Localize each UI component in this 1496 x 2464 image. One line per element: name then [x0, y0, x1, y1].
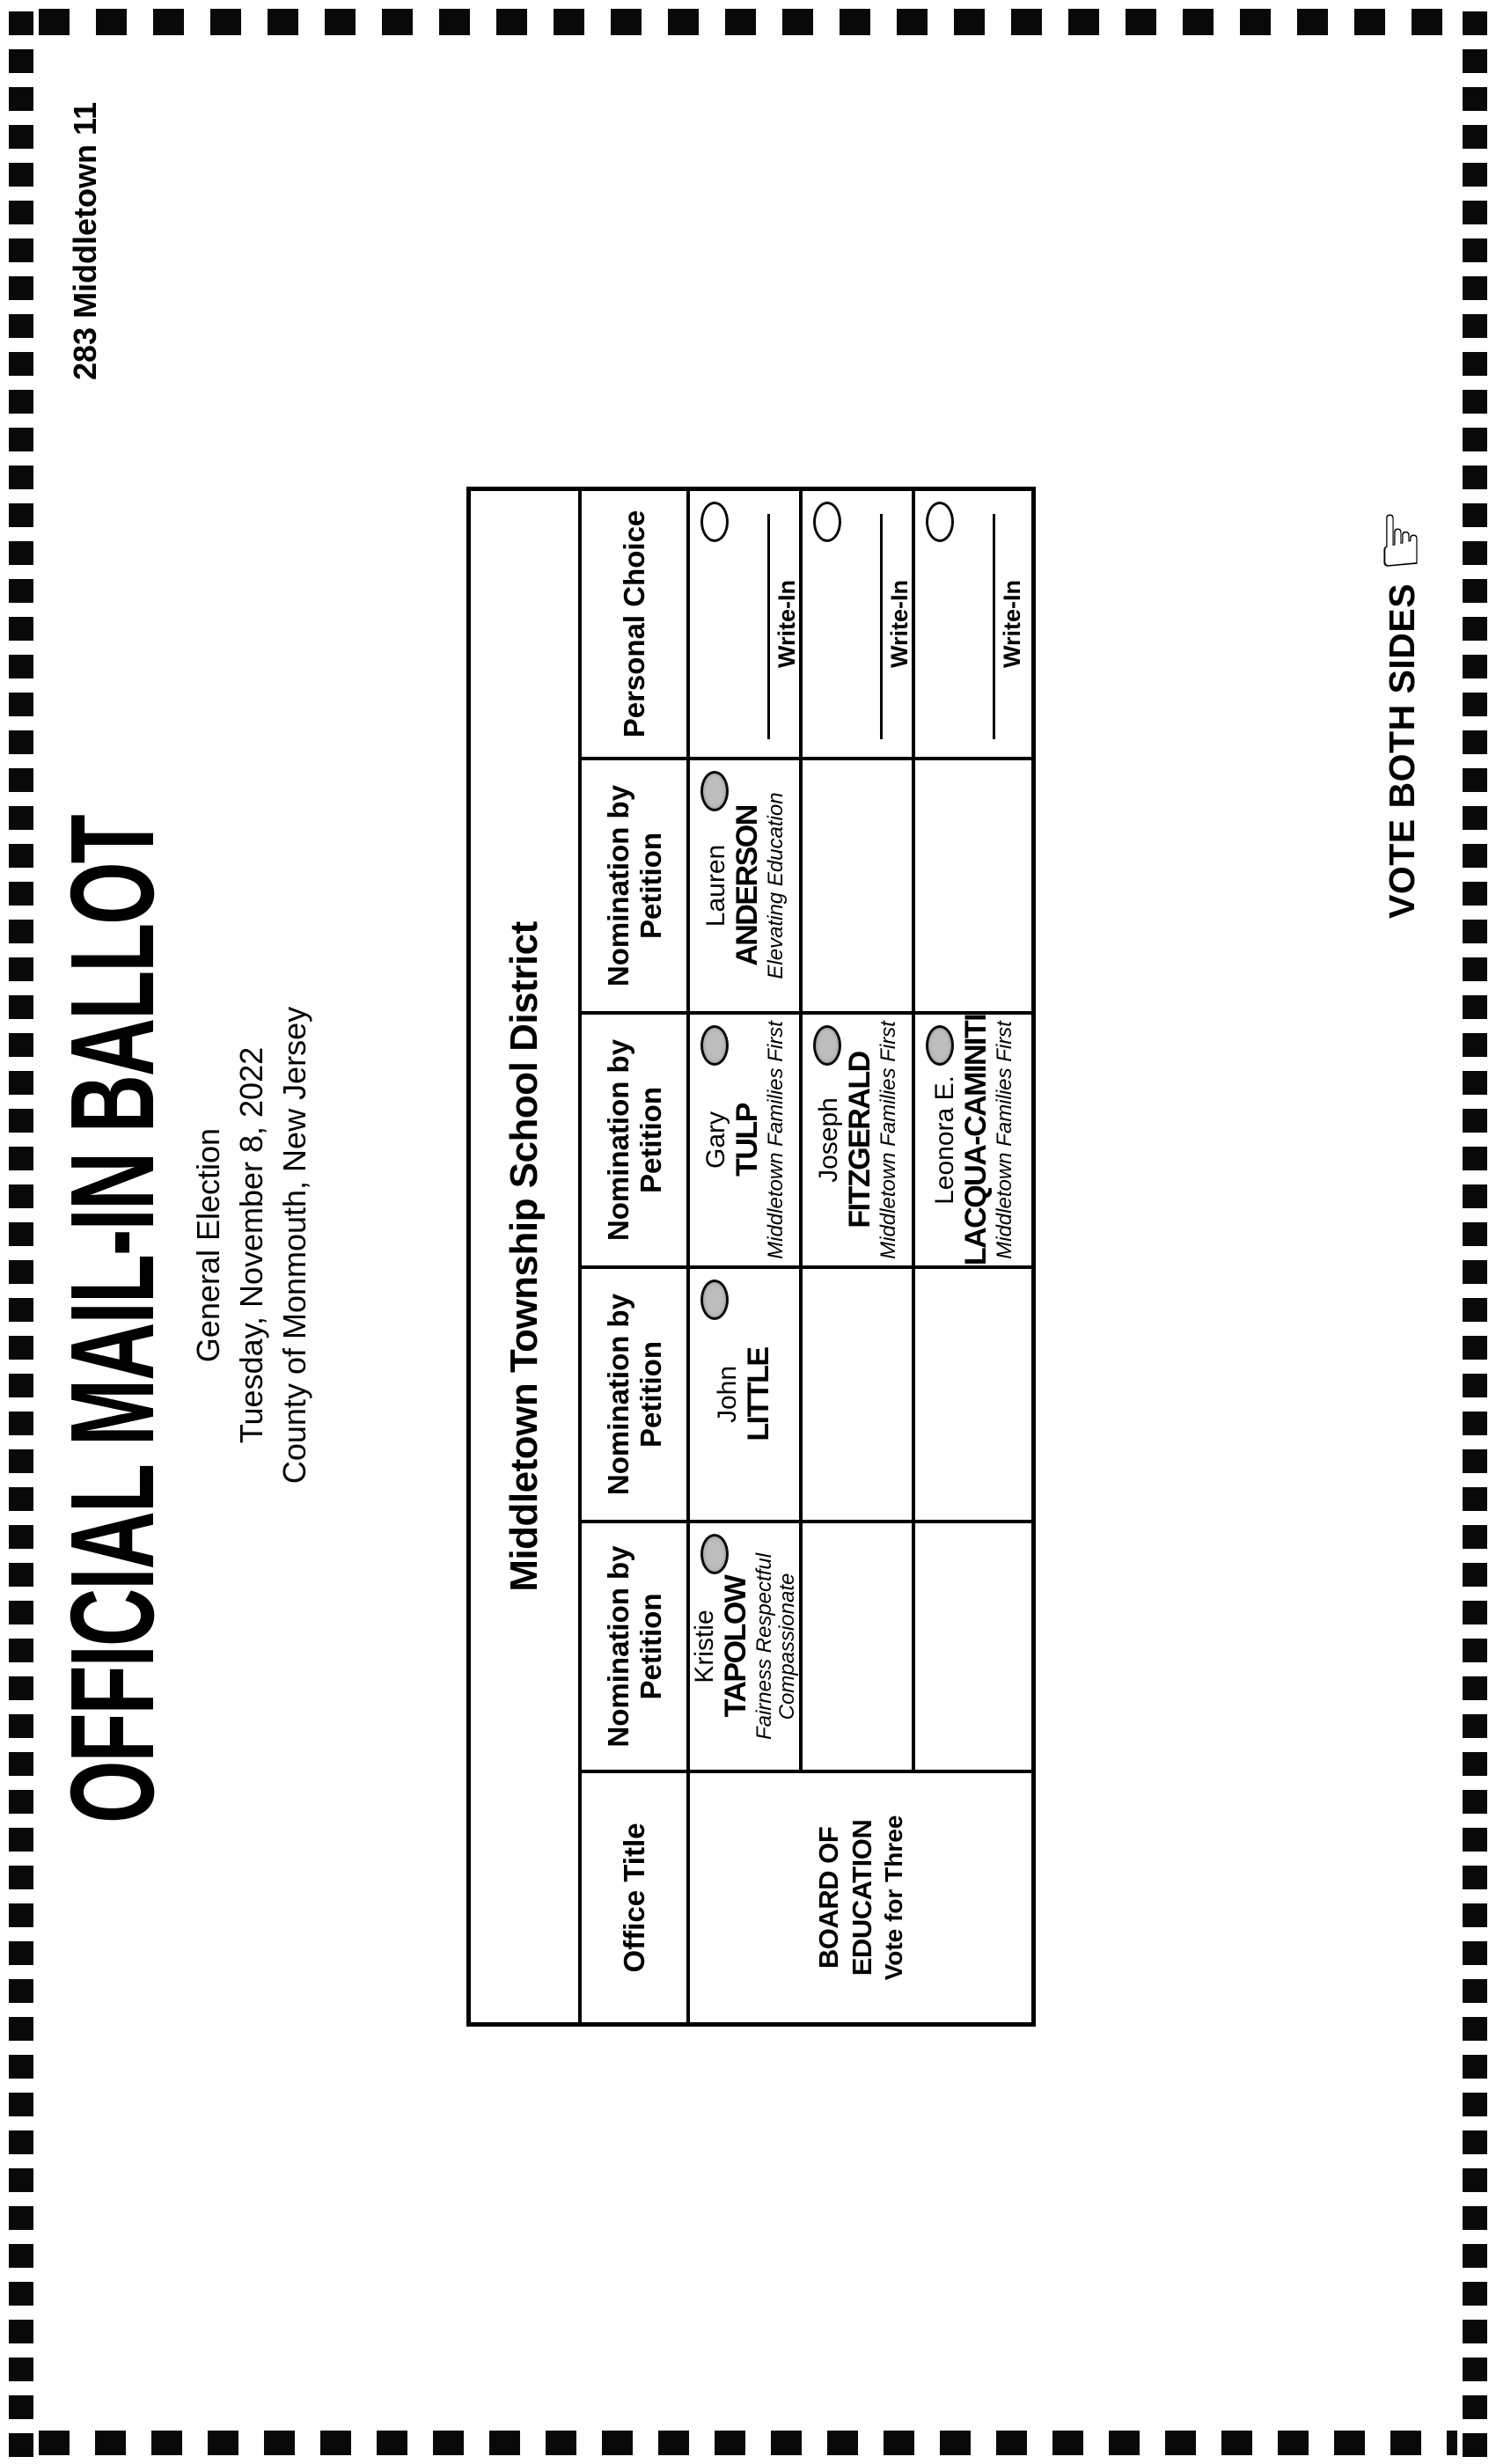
- pointing-hand-icon: ☞: [1359, 508, 1442, 573]
- write-in-oval-3[interactable]: [926, 502, 954, 542]
- write-in-cell-3: Write-In: [915, 491, 1031, 757]
- candidate-cell-lacqua-caminiti: Leonora E. LACQUA-CAMINITI Middletown Families First: [915, 1011, 1031, 1265]
- dashed-border-top: [9, 7, 33, 2457]
- office-board-of-education: [690, 1770, 1031, 2022]
- empty-cell: [803, 1520, 915, 1770]
- vote-oval-lacqua-caminiti[interactable]: [926, 1025, 954, 1066]
- empty-cell: [915, 1265, 1031, 1520]
- candidate-cell-little: John LITTLE: [690, 1265, 803, 1520]
- dashed-border-bottom: [1463, 7, 1487, 2457]
- vote-both-sides-label: VOTE BOTH SIDES: [1382, 583, 1422, 919]
- candidate-cell-fitzgerald: Joseph FITZGERALD Middletown Families First: [803, 1011, 915, 1265]
- ballot-title: OFFICIAL MAIL-IN BALLOT: [46, 816, 179, 1823]
- election-county: County of Monmouth, New Jersey: [276, 1006, 312, 1485]
- column-header-nomination-3: Nomination by Petition: [582, 1011, 690, 1265]
- write-in-cell-2: Write-In: [803, 491, 915, 757]
- empty-cell: [915, 757, 1031, 1011]
- column-header-nomination-2: Nomination by Petition: [582, 1265, 690, 1520]
- dashed-border-right: [39, 9, 1457, 35]
- vote-oval-tapolow[interactable]: [700, 1534, 729, 1574]
- candidate-cell-tulp: Gary TULP Middletown Families First: [690, 1011, 803, 1265]
- column-header-nomination-1: Nomination by Petition: [582, 1520, 690, 1770]
- election-subtitle: [187, 801, 316, 1690]
- district-header: Middletown Township School District: [471, 491, 582, 2022]
- write-in-line-2[interactable]: [880, 514, 883, 739]
- write-in-cell-1: Write-In: [690, 491, 803, 757]
- office-instruction: Vote for Three: [880, 1815, 907, 1981]
- empty-cell: [803, 757, 915, 1011]
- election-date: Tuesday, November 8, 2022: [233, 1046, 269, 1444]
- ballot-stub-number: 283 Middletown 11: [67, 101, 103, 380]
- vote-both-sides-notice: [1359, 508, 1442, 919]
- vote-oval-fitzgerald[interactable]: [813, 1025, 841, 1066]
- empty-cell: [803, 1265, 915, 1520]
- write-in-line-1[interactable]: [767, 514, 770, 739]
- write-in-line-3[interactable]: [993, 514, 995, 739]
- write-in-oval-1[interactable]: [700, 502, 729, 542]
- column-header-office-title: Office Title: [582, 1770, 690, 2022]
- empty-cell: [915, 1520, 1031, 1770]
- office-name: BOARD OF EDUCATION: [813, 1819, 877, 1976]
- election-type: General Election: [190, 1127, 226, 1363]
- vote-oval-little[interactable]: [700, 1280, 729, 1320]
- candidate-cell-anderson: Lauren ANDERSON Elevating Education: [690, 757, 803, 1011]
- vote-oval-tulp[interactable]: [700, 1025, 729, 1066]
- vote-oval-anderson[interactable]: [700, 771, 729, 811]
- write-in-oval-2[interactable]: [813, 502, 841, 542]
- candidate-cell-tapolow: Kristie TAPOLOW Fairness Respectful Compassionate: [690, 1520, 803, 1770]
- column-header-personal-choice: Personal Choice: [582, 491, 690, 757]
- dashed-border-left: [39, 2431, 1457, 2455]
- contest-table: [466, 487, 1036, 2027]
- column-header-nomination-4: Nomination by Petition: [582, 757, 690, 1011]
